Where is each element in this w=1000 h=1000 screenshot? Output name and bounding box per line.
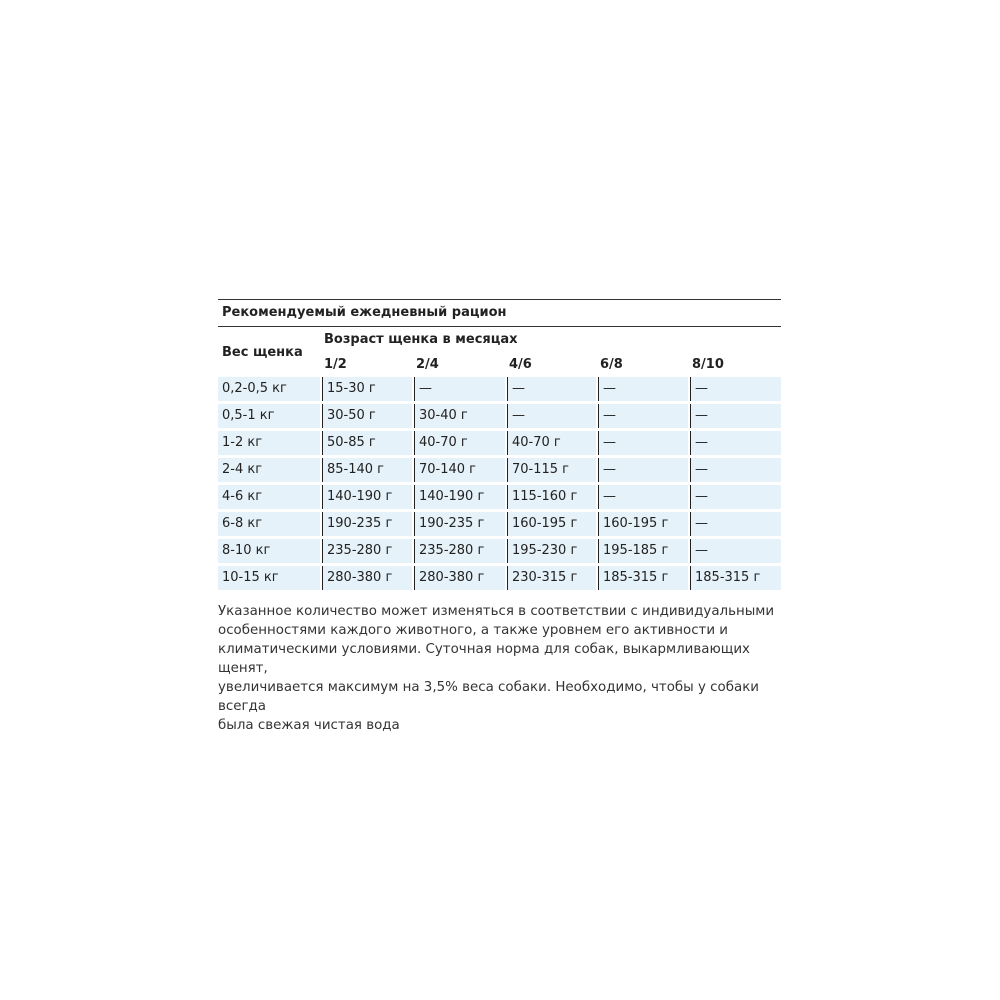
table-row	[218, 458, 781, 485]
age-column-header: 8/10	[692, 357, 724, 372]
feeding-note	[218, 602, 788, 735]
ration-cell: —	[690, 377, 781, 401]
age-column-header: 4/6	[509, 357, 532, 372]
table-row	[218, 377, 781, 404]
ration-cell: —	[598, 458, 688, 482]
ration-cell: 50-85 г	[322, 431, 412, 455]
note-line: увеличивается максимум на 3,5% веса собаки. Необходимо, чтобы у собаки всегда	[218, 680, 759, 714]
ration-cell: 235-280 г	[322, 539, 412, 563]
ration-cell: 195-185 г	[598, 539, 688, 563]
ration-cell: —	[690, 485, 781, 509]
ration-cell: 30-40 г	[414, 404, 505, 428]
table-row	[218, 431, 781, 458]
ration-cell: —	[690, 458, 781, 482]
ration-cell: 15-30 г	[322, 377, 412, 401]
ration-cell: 40-70 г	[507, 431, 596, 455]
ration-cell: 190-235 г	[414, 512, 505, 536]
weight-cell: 6-8 кг	[218, 512, 320, 536]
ration-cell: 140-190 г	[414, 485, 505, 509]
ration-cell: 185-315 г	[690, 566, 781, 590]
feeding-table	[218, 299, 781, 593]
ration-cell: —	[598, 377, 688, 401]
table-row	[218, 512, 781, 539]
ration-cell: —	[598, 431, 688, 455]
table-row	[218, 566, 781, 593]
weight-header: Вес щенка	[222, 345, 303, 360]
note-line: особенностями каждого животного, а также уровнем его активности и	[218, 623, 729, 638]
ration-cell: 40-70 г	[414, 431, 505, 455]
ration-cell: —	[598, 485, 688, 509]
note-line: Указанное количество может изменяться в соответствии с индивидуальными	[218, 604, 775, 619]
table-body	[218, 377, 781, 593]
table-row	[218, 485, 781, 512]
ration-cell: 115-160 г	[507, 485, 596, 509]
ration-cell: 140-190 г	[322, 485, 412, 509]
age-columns	[218, 357, 781, 375]
age-column-header: 2/4	[416, 357, 439, 372]
age-column-header: 6/8	[600, 357, 623, 372]
ration-cell: —	[507, 377, 596, 401]
ration-cell: 160-195 г	[507, 512, 596, 536]
ration-cell: 30-50 г	[322, 404, 412, 428]
ration-cell: —	[690, 539, 781, 563]
ration-cell: —	[690, 404, 781, 428]
ration-cell: —	[690, 512, 781, 536]
ration-cell: —	[507, 404, 596, 428]
table-row	[218, 404, 781, 431]
ration-cell: —	[690, 431, 781, 455]
ration-cell: 160-195 г	[598, 512, 688, 536]
weight-cell: 2-4 кг	[218, 458, 320, 482]
note-line: была свежая чистая вода	[218, 718, 400, 733]
ration-cell: 235-280 г	[414, 539, 505, 563]
table-header	[218, 327, 781, 377]
weight-cell: 0,2-0,5 кг	[218, 377, 320, 401]
ration-cell: 195-230 г	[507, 539, 596, 563]
note-line: климатическими условиями. Суточная норма для собак, выкармливающих щенят,	[218, 642, 750, 676]
weight-cell: 0,5-1 кг	[218, 404, 320, 428]
weight-cell: 1-2 кг	[218, 431, 320, 455]
table-title: Рекомендуемый ежедневный рацион	[218, 300, 781, 327]
ration-cell: —	[598, 404, 688, 428]
ration-cell: 70-115 г	[507, 458, 596, 482]
ration-cell: 280-380 г	[414, 566, 505, 590]
ration-cell: 190-235 г	[322, 512, 412, 536]
weight-cell: 10-15 кг	[218, 566, 320, 590]
ration-cell: 280-380 г	[322, 566, 412, 590]
age-column-header: 1/2	[324, 357, 347, 372]
weight-cell: 8-10 кг	[218, 539, 320, 563]
ration-cell: 185-315 г	[598, 566, 688, 590]
ration-cell: 70-140 г	[414, 458, 505, 482]
ration-cell: 230-315 г	[507, 566, 596, 590]
ration-cell: 85-140 г	[322, 458, 412, 482]
table-row	[218, 539, 781, 566]
weight-cell: 4-6 кг	[218, 485, 320, 509]
age-header: Возраст щенка в месяцах	[324, 332, 518, 347]
ration-cell: —	[414, 377, 505, 401]
